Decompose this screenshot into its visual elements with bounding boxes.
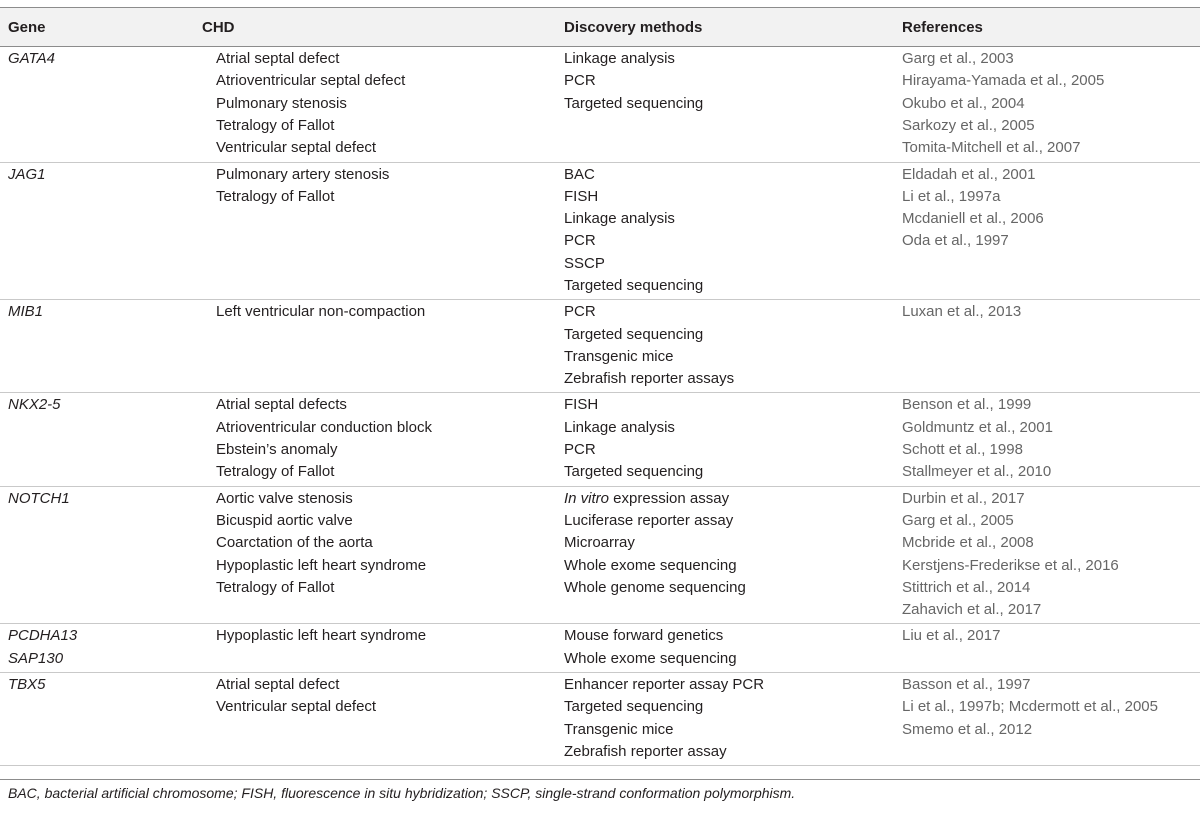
cell-chd (216, 625, 426, 647)
cell-chd (216, 674, 376, 719)
reference-item: Mcbride et al., 2008 (902, 534, 1034, 552)
chd-item: Ebstein’s anomaly (216, 441, 338, 459)
method-item: Transgenic mice (564, 720, 674, 738)
cell-genes (8, 48, 55, 70)
cell-methods (564, 488, 746, 599)
table-bottom-rule (0, 779, 1200, 780)
chd-item: Atrial septal defect (216, 50, 340, 67)
gene-name: PCDHA13 (8, 627, 78, 645)
cell-chd (216, 301, 425, 323)
cell-genes (8, 394, 61, 416)
method-item: Targeted sequencing (564, 698, 704, 716)
reference-item: Li et al., 1997b; Mcdermott et al., 2005 (902, 698, 1158, 716)
reference-item: Garg et al., 2005 (902, 511, 1014, 529)
header-chd: CHD (202, 18, 235, 36)
gene-table (0, 7, 1200, 766)
cell-refs (902, 394, 1053, 483)
method-item: Mouse forward genetics (564, 627, 724, 645)
chd-item: Tetralogy of Fallot (216, 578, 335, 596)
chd-item: Atrioventricular septal defect (216, 72, 406, 90)
chd-item: Ventricular septal defect (216, 698, 377, 716)
reference-item: Oda et al., 1997 (902, 232, 1009, 250)
cell-methods (564, 394, 703, 483)
header-methods: Discovery methods (564, 18, 703, 36)
chd-item: Atrial septal defects (216, 396, 347, 414)
method-item: FISH (564, 187, 599, 205)
method-item: Enhancer reporter assay PCR (564, 676, 765, 694)
chd-item: Tetralogy of Fallot (216, 116, 335, 134)
gene-name: JAG1 (8, 165, 46, 183)
gene-name: MIB1 (8, 303, 44, 321)
cell-genes (8, 674, 46, 696)
method-item: Linkage analysis (564, 418, 675, 436)
reference-item: Mcdaniell et al., 2006 (902, 210, 1044, 228)
method-item: BAC (564, 165, 595, 183)
chd-item: Ventricular septal defect (216, 139, 377, 157)
gene-name: GATA4 (8, 50, 55, 67)
table-body (0, 47, 1200, 766)
chd-item: Atrial septal defect (216, 676, 340, 694)
method-item: Transgenic mice (564, 347, 674, 365)
method-item: Zebrafish reporter assay (564, 742, 727, 760)
table-row (0, 47, 1200, 163)
method-item: PCR (564, 232, 596, 250)
method-item: PCR (564, 303, 596, 321)
method-item: SSCP (564, 254, 605, 272)
table-header-row (0, 7, 1200, 47)
reference-item: Zahavich et al., 2017 (902, 601, 1042, 619)
header-gene: Gene (8, 18, 46, 36)
chd-item: Left ventricular non-compaction (216, 303, 426, 321)
reference-item: Li et al., 1997a (902, 187, 1001, 205)
cell-refs (902, 674, 1158, 741)
reference-item: Garg et al., 2003 (902, 50, 1014, 67)
cell-refs (902, 488, 1119, 622)
cell-genes (8, 164, 46, 186)
method-item: Targeted sequencing (564, 94, 704, 112)
reference-item: Basson et al., 1997 (902, 676, 1031, 694)
method-item: PCR (564, 441, 596, 459)
cell-chd (216, 164, 389, 209)
reference-item: Luxan et al., 2013 (902, 303, 1022, 321)
reference-item: Kerstjens-Frederikse et al., 2016 (902, 556, 1119, 574)
cell-genes (8, 301, 43, 323)
cell-genes (8, 625, 77, 670)
chd-item: Pulmonary artery stenosis (216, 165, 390, 183)
table-row (0, 487, 1200, 625)
reference-item: Benson et al., 1999 (902, 396, 1032, 414)
reference-item: Eldadah et al., 2001 (902, 165, 1036, 183)
table-footnote: BAC, bacterial artificial chromosome; FISH, fluorescence in situ hybridization; SSCP, single-strand conformation polymorphism. (8, 785, 796, 801)
cell-methods (564, 164, 703, 298)
cell-refs (902, 625, 1000, 647)
method-item: FISH (564, 396, 599, 414)
cell-methods (564, 48, 703, 115)
table-row (0, 624, 1200, 673)
chd-item: Bicuspid aortic valve (216, 511, 353, 529)
reference-item: Smemo et al., 2012 (902, 720, 1033, 738)
method-item: Microarray (564, 534, 635, 552)
gene-name: TBX5 (8, 676, 46, 694)
cell-chd (216, 488, 426, 599)
method-item: Zebrafish reporter assays (564, 370, 735, 388)
reference-item: Stallmeyer et al., 2010 (902, 463, 1052, 481)
table-row (0, 300, 1200, 393)
gene-name: NOTCH1 (8, 489, 70, 507)
chd-item: Tetralogy of Fallot (216, 463, 335, 481)
cell-refs (902, 164, 1044, 253)
method-item-in-vitro: In vitro expression assay (564, 489, 730, 507)
reference-item: Okubo et al., 2004 (902, 94, 1025, 112)
header-references: References (902, 18, 983, 36)
reference-item: Goldmuntz et al., 2001 (902, 418, 1053, 436)
reference-item: Hirayama-Yamada et al., 2005 (902, 72, 1105, 90)
cell-refs (902, 48, 1104, 159)
chd-item: Aortic valve stenosis (216, 489, 353, 507)
cell-chd (216, 394, 432, 483)
reference-item: Schott et al., 1998 (902, 441, 1023, 459)
reference-item: Sarkozy et al., 2005 (902, 116, 1035, 134)
cell-methods (564, 301, 734, 390)
chd-item: Tetralogy of Fallot (216, 187, 335, 205)
method-item: Whole exome sequencing (564, 556, 737, 574)
reference-item: Stittrich et al., 2014 (902, 578, 1031, 596)
cell-refs (902, 301, 1021, 323)
method-item: Targeted sequencing (564, 276, 704, 294)
chd-item: Coarctation of the aorta (216, 534, 373, 552)
cell-methods (564, 674, 764, 763)
reference-item: Liu et al., 2017 (902, 627, 1001, 645)
cell-methods (564, 625, 737, 670)
chd-item: Hypoplastic left heart syndrome (216, 556, 427, 574)
gene-name: NKX2-5 (8, 396, 61, 414)
method-item: PCR (564, 72, 596, 90)
cell-chd (216, 48, 405, 159)
reference-item: Durbin et al., 2017 (902, 489, 1025, 507)
chd-item: Pulmonary stenosis (216, 94, 347, 112)
method-item: Linkage analysis (564, 50, 675, 67)
cell-genes (8, 488, 70, 510)
table-row (0, 673, 1200, 766)
method-item: Linkage analysis (564, 210, 675, 228)
gene-name: SAP130 (8, 649, 64, 667)
reference-item: Tomita-Mitchell et al., 2007 (902, 139, 1081, 157)
method-item: Targeted sequencing (564, 325, 704, 343)
table-row (0, 163, 1200, 301)
method-item: Whole exome sequencing (564, 649, 737, 667)
chd-item: Atrioventricular conduction block (216, 418, 432, 436)
method-item: Targeted sequencing (564, 463, 704, 481)
chd-item: Hypoplastic left heart syndrome (216, 627, 427, 645)
method-item: Whole genome sequencing (564, 578, 746, 596)
table-row (0, 393, 1200, 486)
method-item: Luciferase reporter assay (564, 511, 734, 529)
